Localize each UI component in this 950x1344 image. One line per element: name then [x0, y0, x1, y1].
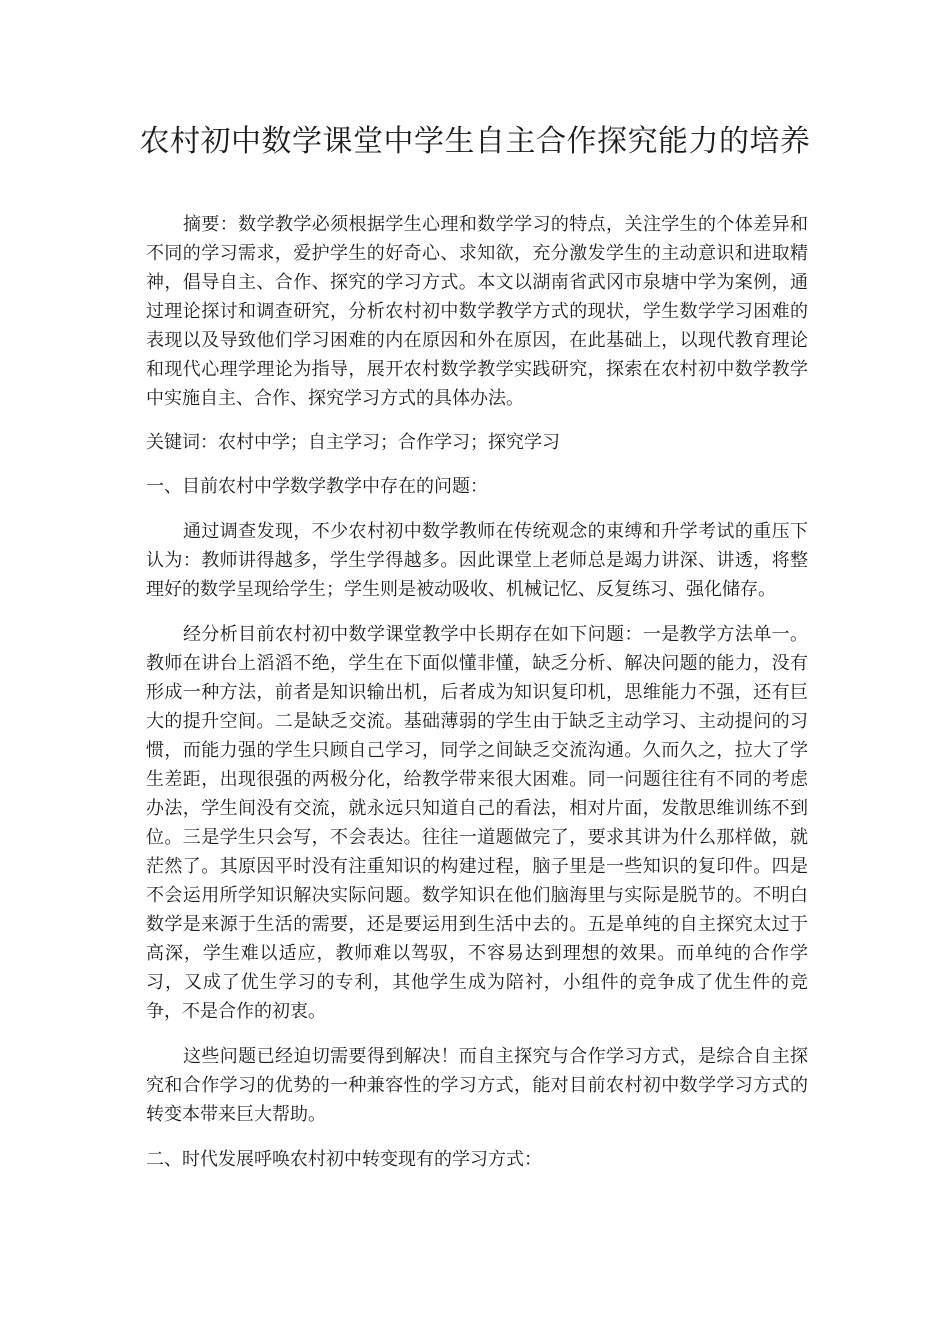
section-1-heading: 一、目前农村中学数学教学中存在的问题：: [146, 476, 488, 497]
section-1-paragraph-3: 这些问题已经迫切需要得到解决！而自主探究与合作学习方式，是综合自主探究和合作学习的优势的一种兼容性的学习方式，能对目前农村初中数学学习方式的转变本带来巨大帮助。: [146, 1046, 808, 1125]
document-title: 农村初中数学课堂中学生自主合作探究能力的培养: [139, 124, 811, 159]
abstract-paragraph: 摘要：数学教学必须根据学生心理和数学学习的特点，关注学生的个体差异和不同的学习需求，爱护学生的好奇心、求知欲，充分激发学生的主动意识和进取精神，倡导自主、合作、探究的学习方式。本文以湖南省武冈市泉塘中学为案例，通过理论探讨和调查研究，分析农村初中数学教学方式的现状，学生数学学习困难的表现以及导致他们学习困难的内在原因和外在原因，在此基础上，以现代教育理论和现代心理学理论为指导，展开农村数学教学实践研究，探索在农村初中数学教学中实施自主、合作、探究学习方式的具体办法。: [146, 214, 808, 409]
section-1-paragraph-1: 通过调查发现，不少农村初中数学教师在传统观念的束缚和升学考试的重压下认为：教师讲得越多，学生学得越多。因此课堂上老师总是竭力讲深、讲透，将整理好的数学呈现给学生；学生则是被动吸收、机械记忆、反复练习、强化储存。: [146, 521, 808, 600]
section-2-heading: 二、时代发展呼唤农村初中转变现有的学习方式：: [146, 1149, 542, 1170]
section-1-paragraph-2: 经分析目前农村初中数学课堂教学中长期存在如下问题：一是教学方法单一。教师在讲台上滔滔不绝，学生在下面似懂非懂，缺乏分析、解决问题的能力，没有形成一种方法，前者是知识输出机，后者成为知识复印机，思维能力不强，还有巨大的提升空间。二是缺乏交流。基础薄弱的学生由于缺乏主动学习、主动提问的习惯，而能力强的学生只顾自己学习，同学之间缺乏交流沟通。久而久之，拉大了学生差距，出现很强的两极分化，给教学带来很大困难。同一问题往往有不同的考虑办法，学生间没有交流，就永远只知道自己的看法，相对片面，发散思维训练不到位。三是学生只会写，不会表达。往往一道题做完了，要求其讲为什么那样做，就茫然了。其原因平时没有注重知识的构建过程，脑子里是一些知识的复印件。四是不会运用所学知识解决实际问题。数学知识在他们脑海里与实际是脱节的。不明白数学是来源于生活的需要，还是要运用到生活中去的。五是单纯的自主探究太过于高深，学生难以适应，教师难以驾驭，不容易达到理想的效果。而单纯的合作学习，又成了优生学习的专利，其他学生成为陪衬，小组件的竞争成了优生件的竞争，不是合作的初衷。: [146, 624, 808, 1022]
keywords-line: 关键词：农村中学；自主学习；合作学习；探究学习: [146, 432, 560, 453]
document-body: [146, 210, 808, 1174]
